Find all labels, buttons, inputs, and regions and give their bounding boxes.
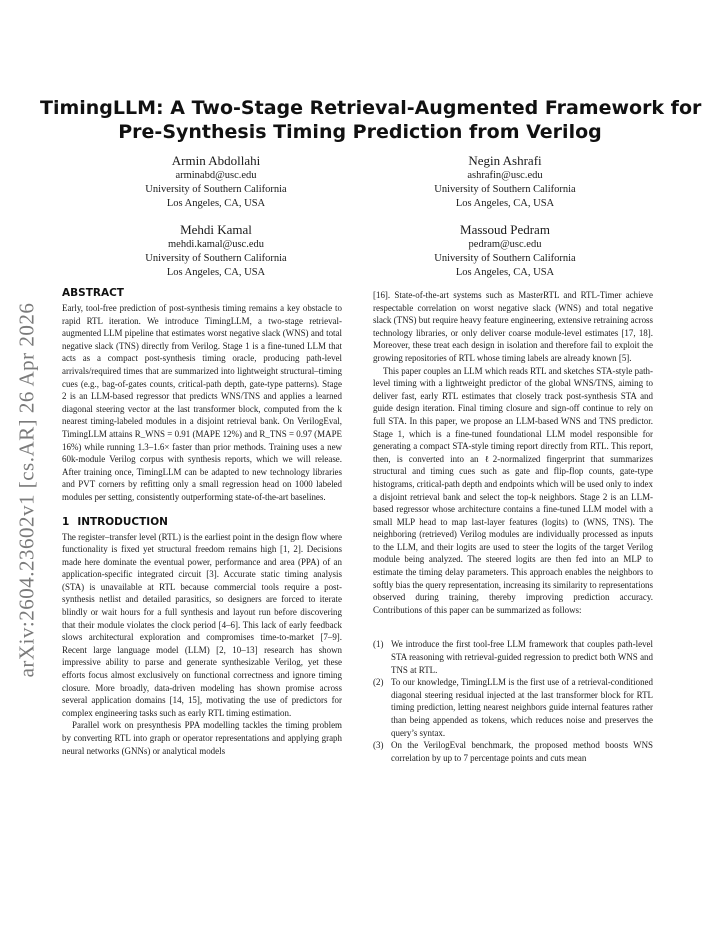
contributions-list (373, 638, 653, 764)
abstract-heading: ABSTRACT (62, 287, 124, 299)
author-email: mehdi.kamal@usc.edu (168, 239, 264, 250)
author-location: Los Angeles, CA, USA (166, 267, 266, 278)
author-name: Massoud Pedram (460, 222, 550, 237)
author-email: arminabd@usc.edu (175, 170, 257, 181)
paper-title-line-1: TimingLLM: A Two-Stage Retrieval-Augmented Framework for (40, 97, 702, 119)
intro-paragraph-2: Parallel work on presynthesis PPA modelling tackles the timing problem by converting RTL into graph or operator representations and applying graph neural networks (GNNs) or analytical models (62, 720, 342, 756)
author-name: Mehdi Kamal (180, 222, 252, 237)
contribution-marker: (3) (373, 740, 384, 751)
contribution-text: To our knowledge, TimingLLM is the first use of a retrieval-conditioned diagonal steering residual injected at the last transformer block for RTL timing prediction, letting nearest neighbors guide internal features rather than being appended as tokens, which reduces noise and preserves the query’s syntax. (391, 677, 653, 738)
left-column (62, 287, 342, 757)
contribution-item (373, 739, 653, 764)
author-affiliation: University of Southern California (145, 253, 287, 264)
contribution-item (373, 676, 653, 739)
abstract-text: Early, tool-free prediction of post-synthesis timing remains a key obstacle to rapid RTL iteration. We introduce TimingLLM, a two-stage retrieval-augmented LLM pipeline that estimates worst negative slack (WNS) and total negative slack (TNS) directly from Verilog. Stage 1 is a fine-tuned LLM that acts as a compact post-synthesis timing oracle, producing path-level arrivals/required times that are summarized into lightweight structural–timing cues (e.g., bag-of-gates counts, critical-path depth, gate-type patterns). Stage 2 is an LLM-based regressor that predicts WNS/TNS and applies a learned diagonal steering vector at the last transformer block, computed from the k nearest timing-labeled modules in a disjoint retrieval bank. On VerilogEval, TimingLLM attains R_WNS = 0.91 (MAPE 12%) and R_TNS = 0.97 (MAPE 16%) while running 1.3–1.6× faster than prior methods. Training uses a new 60k-module Verilog corpus with synthesis reports, which we will release. After training once, TimingLLM can be adapted to new technology libraries and PVT corners by refitting only a small regression head on 1000 labeled modules per setting, consistently outperforming state-of-the-art baselines. (62, 303, 342, 502)
intro-paragraph-1: The register–transfer level (RTL) is the earliest point in the design flow where functionality is fixed yet structural freedom remains high [1, 2]. Decisions made here dominate the eventual power, performance and area (PPA) of an application-specific integrated circuit [3]. Accurate static timing analysis (STA) is unavailable at RTL because commercial tools require a post-synthesis netlist and detailed parasitics, so designers are forced to iterate blindly or wait hours for a full synthesis and layout run before discovering that their module violates the clock period [4–6]. This lack of early feedback slows architectural exploration and compromises time-to-market [7–9]. Recent large language model (LLM) [2, 10–13] research has shown impressive ability to parse and generate synthesizable Verilog, yet these efforts focus almost exclusively on functional correctness and ignore timing closure. More broadly, data-driven modeling has shown promise across several application domains [14, 15], motivating the use of predictors for complex engineering tasks such as early RTL timing estimation. (62, 531, 342, 718)
right-column (373, 289, 653, 764)
intro-paragraph-3: [16]. State-of-the-art systems such as MasterRTL and RTL-Timer achieve respectable correlation on worst negative slack (WNS) and total negative slack (TNS) but require heavy feature engineering, extensive retraining across technology libraries, or only deliver coarse module-level estimates [17, 18]. Moreover, these treat each design in isolation and therefore fail to exploit the growing repositories of RTL whose timing labels are already known [5]. (373, 290, 653, 363)
author-affiliation: University of Southern California (145, 184, 287, 195)
author-affiliation: University of Southern California (434, 253, 576, 264)
author-block-3 (66, 221, 366, 280)
author-block-1 (66, 152, 366, 211)
section-heading-introduction (62, 516, 342, 529)
arxiv-stamp (5, 290, 49, 690)
author-name: Negin Ashrafi (468, 153, 542, 168)
paper-title-line-2: Pre-Synthesis Timing Prediction from Verilog (118, 121, 602, 143)
author-affiliation: University of Southern California (434, 184, 576, 195)
author-location: Los Angeles, CA, USA (455, 267, 555, 278)
section-number: 1 (62, 515, 70, 528)
author-block-2 (355, 152, 655, 211)
contribution-marker: (2) (373, 677, 384, 688)
contribution-text: We introduce the first tool-free LLM framework that couples path-level STA reasoning with retrieval-guided regression to predict both WNS and TNS at RTL. (391, 639, 653, 675)
author-name: Armin Abdollahi (171, 153, 261, 168)
paper-title (40, 96, 702, 144)
contribution-marker: (1) (373, 639, 384, 650)
author-block-4 (355, 221, 655, 280)
author-location: Los Angeles, CA, USA (166, 198, 266, 209)
author-email: ashrafin@usc.edu (467, 170, 543, 181)
author-email: pedram@usc.edu (468, 239, 542, 250)
intro-paragraph-4: This paper couples an LLM which reads RTL and sketches STA-style path-level timing with a lightweight predictor of the global WNS/TNS, aiming to deliver fast, early RTL estimates that closely track post-synthesis STA and guide design iteration. Final timing closure and sign-off continue to rely on full STA. In this paper, we propose an LLM-based WNS and TNS predictor. Stage 1, which is a fine-tuned foundational LLM model responsible for generating a compact STA-style timing report directly from RTL. This report, then, is converted into an ℓ2-normalized fingerprint that summarizes structural and timing cues such as gate and flip-flop counts, gate-type histograms, critical-path depth and endpoints which will be used only to index a disjoint retrieval bank and select the top-k neighbors. Stage 2 is an LLM-based regressor whose architecture contains a fine-tuned LLM model with a small MLP head to map last-layer features (logits) to (WNS, TNS). The neighboring (retrieved) Verilog modules are individually processed as inputs to the LLM, and their logits are used to steer the logits of the target Verilog module being analyzed. The steered logits are then fed into an MLP to estimate the timing delay parameters. This approach enables the neighbors to softly bias the query representation, increasing its similarity to representations observed during training, thereby improving prediction accuracy. Contributions of this paper can be summarized as follows: (373, 365, 653, 615)
section-title: INTRODUCTION (77, 515, 168, 528)
author-location: Los Angeles, CA, USA (455, 198, 555, 209)
contribution-text: On the VerilogEval benchmark, the proposed method boosts WNS correlation by up to 7 percentage points and cuts mean (391, 740, 653, 763)
arxiv-stamp-text: arXiv:2604.23602v1 [cs.AR] 26 Apr 2026 (14, 302, 39, 678)
contribution-item (373, 638, 653, 676)
